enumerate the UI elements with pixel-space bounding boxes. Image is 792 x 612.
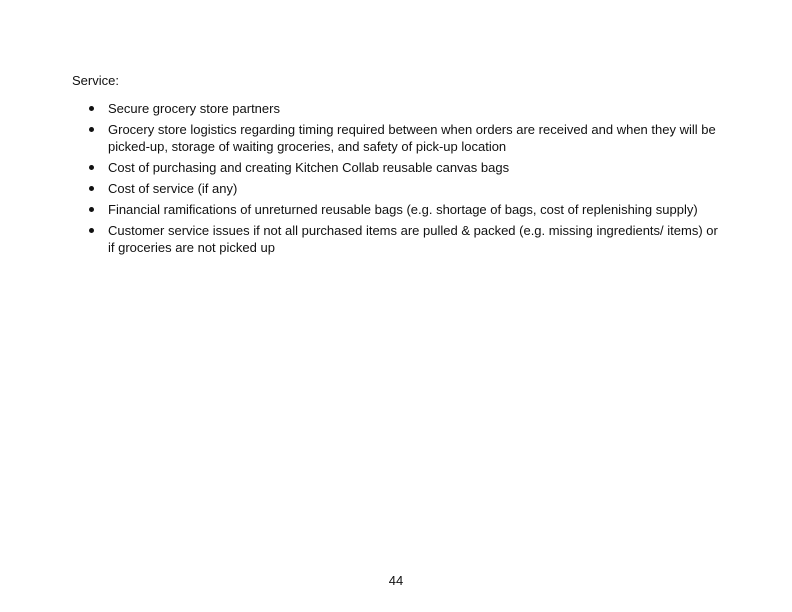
bullet-icon — [89, 127, 94, 132]
bullet-icon — [89, 106, 94, 111]
list-item-text: Cost of service (if any) — [108, 181, 238, 196]
list-item — [72, 100, 722, 117]
list-item-text: Customer service issues if not all purchased items are pulled & packed (e.g. missing ingredients/ items) or if groceries are not picked up — [108, 223, 718, 255]
list-item — [72, 159, 722, 176]
list-item-text: Cost of purchasing and creating Kitchen Collab reusable canvas bags — [108, 160, 510, 175]
list-item-text: Secure grocery store partners — [108, 101, 280, 116]
bullet-list — [72, 100, 722, 260]
bullet-icon — [89, 228, 94, 233]
list-item-text: Financial ramifications of unreturned reusable bags (e.g. shortage of bags, cost of replenishing supply) — [108, 202, 698, 217]
bullet-icon — [89, 165, 94, 170]
bullet-icon — [89, 186, 94, 191]
list-item — [72, 180, 722, 197]
list-item-text: Grocery store logistics regarding timing required between when orders are received and when they will be picked-up, storage of waiting groceries, and safety of pick-up location — [108, 122, 716, 154]
list-item — [72, 121, 722, 155]
list-item — [72, 201, 722, 218]
list-item — [72, 222, 722, 256]
bullet-icon — [89, 207, 94, 212]
page-number: 44 — [388, 573, 404, 588]
section-heading: Service: — [72, 73, 119, 88]
